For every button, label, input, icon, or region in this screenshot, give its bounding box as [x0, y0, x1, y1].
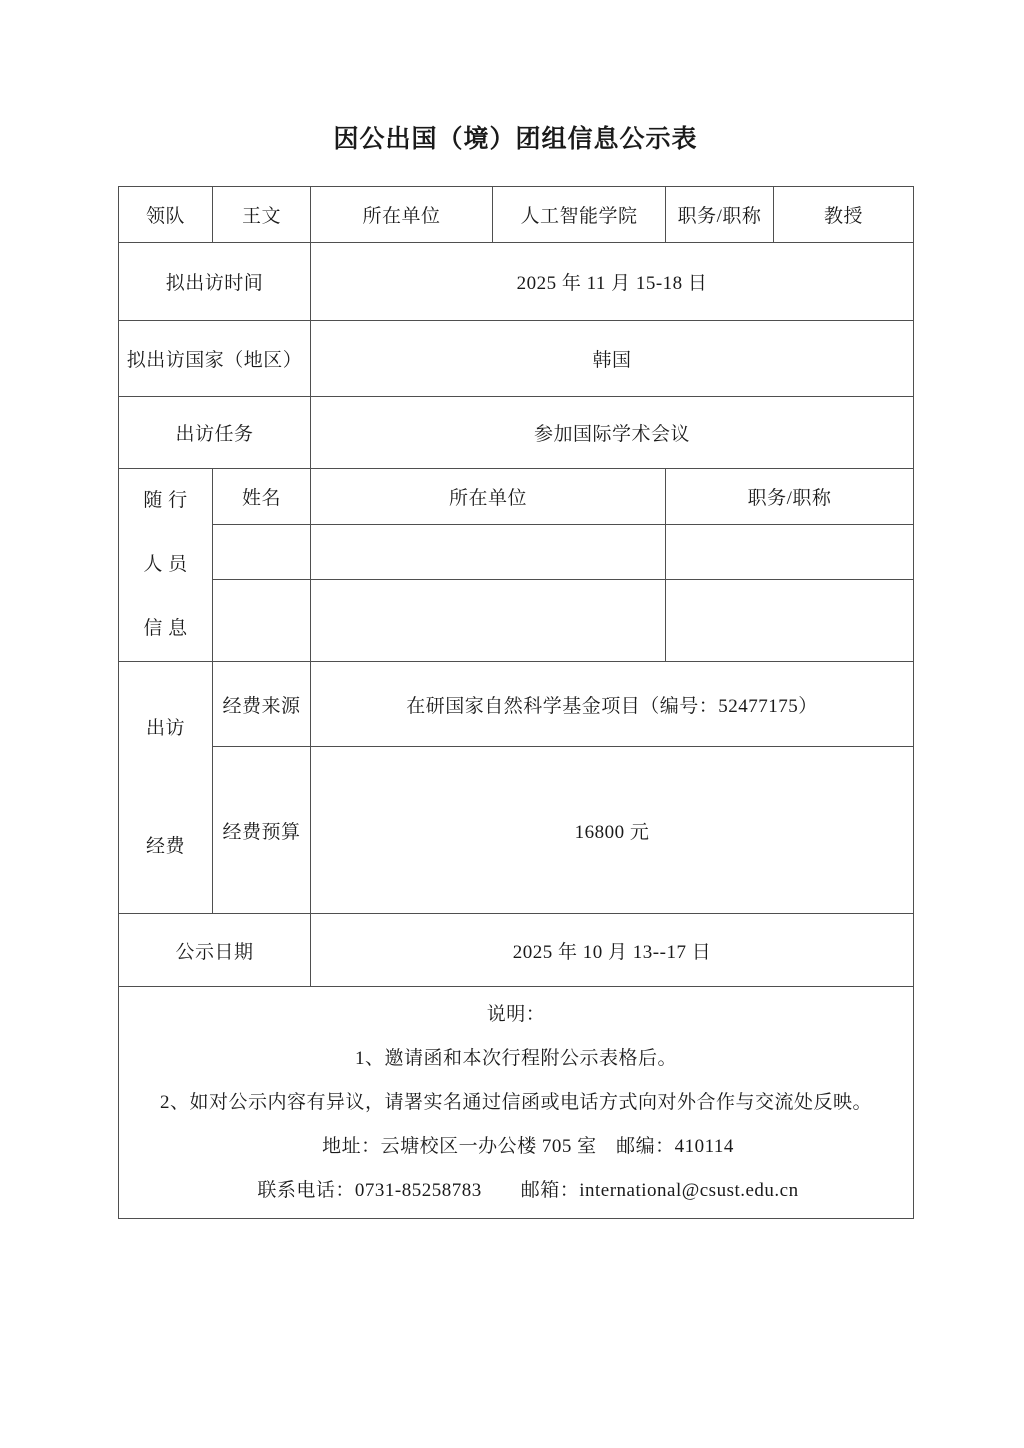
destination-row [119, 321, 914, 397]
visit-time-value: 2025 年 11 月 15-18 日 [311, 243, 914, 321]
page-title: 因公出国（境）团组信息公示表 [333, 126, 698, 153]
leader-label: 领队 [119, 187, 213, 243]
funding-budget-row [119, 747, 914, 914]
visit-time-row [119, 243, 914, 321]
notes-heading: 说明： [486, 1003, 546, 1025]
entourage-label-lines [119, 469, 212, 661]
mission-row [119, 397, 914, 469]
note-address-line: 地址：云塘校区一办公楼 705 室 邮编：410114 [322, 1135, 734, 1157]
entourage-label-line: 人 员 [143, 554, 188, 575]
entourage-post-cell [666, 524, 914, 579]
funding-label-lines [119, 670, 212, 906]
entourage-post-cell [666, 579, 914, 661]
entourage-header-row [119, 469, 914, 525]
funding-budget-value: 16800 元 [311, 747, 914, 914]
mission-label: 出访任务 [119, 397, 311, 469]
entourage-empty-row [119, 524, 914, 579]
leader-name-value: 王文 [213, 187, 311, 243]
funding-section-label [119, 662, 213, 914]
leader-unit-label: 所在单位 [311, 187, 493, 243]
form-table [118, 186, 914, 1219]
leader-row [119, 187, 914, 243]
funding-source-value: 在研国家自然科学基金项目（编号：52477175） [311, 662, 914, 747]
note-item-2: 2、如对公示内容有异议，请署实名通过信函或电话方式向对外合作与交流处反映。 [159, 1091, 872, 1113]
mission-value: 参加国际学术会议 [311, 397, 914, 469]
leader-unit-value: 人工智能学院 [493, 187, 666, 243]
publicity-date-row [119, 914, 914, 987]
entourage-name-cell [213, 524, 311, 579]
entourage-name-header: 姓名 [213, 469, 311, 525]
destination-label: 拟出访国家（地区） [119, 321, 311, 397]
entourage-empty-row [119, 579, 914, 661]
note-contact-line: 联系电话：0731-85258783 邮箱：international@csust.edu.cn [257, 1179, 799, 1201]
destination-value: 韩国 [311, 321, 914, 397]
entourage-unit-cell [311, 524, 666, 579]
entourage-label-line: 信 息 [143, 618, 188, 639]
funding-source-row [119, 662, 914, 747]
publicity-date-value: 2025 年 10 月 13--17 日 [311, 914, 914, 987]
funding-label-line: 出访 [145, 717, 185, 739]
notes-row [119, 987, 914, 1219]
entourage-section-label [119, 469, 213, 662]
leader-post-value: 教授 [774, 187, 914, 243]
document-body [118, 0, 913, 1219]
entourage-post-header: 职务/职称 [666, 469, 914, 525]
funding-source-label: 经费来源 [213, 662, 311, 747]
entourage-name-cell [213, 579, 311, 661]
funding-label-line: 经费 [145, 835, 185, 857]
visit-time-label: 拟出访时间 [119, 243, 311, 321]
entourage-unit-header: 所在单位 [311, 469, 666, 525]
note-item-1: 1、邀请函和本次行程附公示表格后。 [354, 1047, 677, 1069]
publicity-date-label: 公示日期 [119, 914, 311, 987]
entourage-unit-cell [311, 579, 666, 661]
funding-budget-label: 经费预算 [213, 747, 311, 914]
leader-post-label: 职务/职称 [666, 187, 774, 243]
notes-cell [119, 987, 914, 1219]
entourage-label-line: 随 行 [143, 490, 188, 511]
